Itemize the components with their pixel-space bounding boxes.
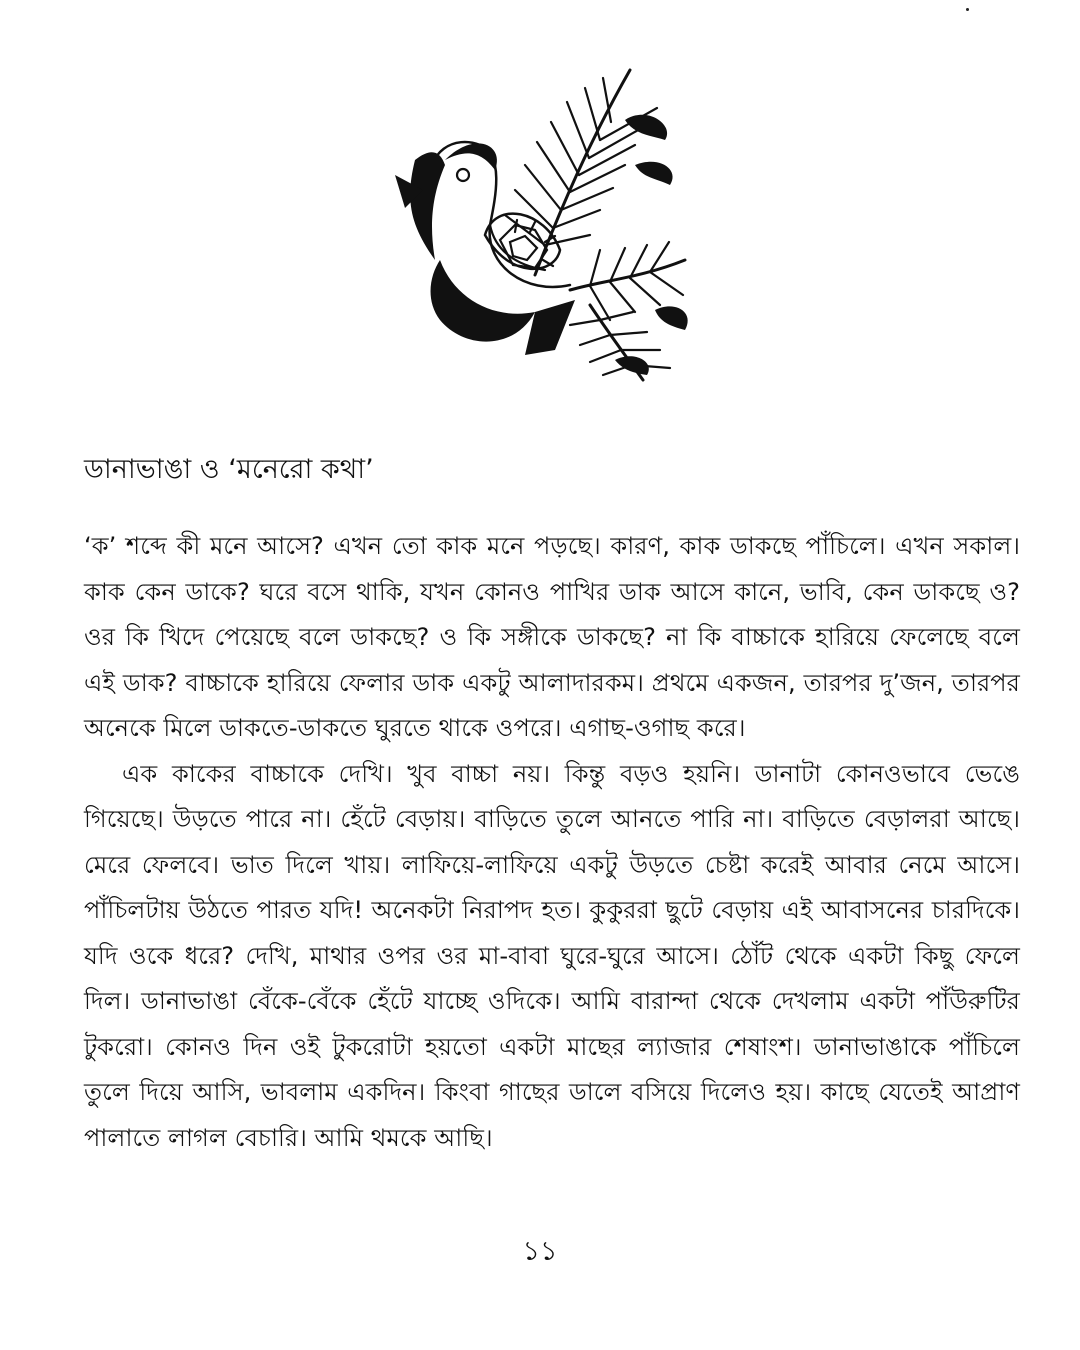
page-number: ১১ bbox=[522, 1236, 558, 1267]
folk-bird-illustration bbox=[385, 50, 710, 385]
paragraph-2: এক কাকের বাচ্চাকে দেখি। খুব বাচ্চা নয়। কিন্তু বড়ও হয়নি। ডানাটা কোনওভাবে ভেঙে গিয়েছে। উড়তে পারে না। হেঁটে বেড়ায়। বাড়িতে তুলে আনতে পারি না। বাড়িতে বেড়ালরা আছে। মেরে ফেলবে। ভাত দিলে খায়। লাফিয়ে-লাফিয়ে একটু উড়তে চেষ্টা করেই আবার নেমে আসে। পাঁচিলটায় উঠতে পারত যদি! অনেকটা নিরাপদ হত। কুকুররা ছুটে বেড়ায় এই আবাসনের চারদিকে। যদি ওকে ধরে? দেখি, মাথার ওপর ওর মা-বাবা ঘুরে-ঘুরে আসে। ঠোঁট থেকে একটা কিছু ফেলে দিল। ডানাভাঙা বেঁকে-বেঁকে হেঁটে যাচ্ছে ওদিকে। আমি বারান্দা থেকে দেখলাম একটা পাঁউরুটির টুকরো। কোনও দিন ওই টুকরোটা হয়তো একটা মাছের ল্যাজার শেষাংশ। ডানাভাঙাকে পাঁচিলে তুলে দিয়ে আসি, ভাবলাম একদিন। কিংবা গাছের ডালে বসিয়ে দিলেও হয়। কাছে যেতেই আপ্রাণ পালাতে লাগল বেচারি। আমি থমকে আছি। bbox=[84, 759, 1020, 1152]
print-speck bbox=[966, 8, 969, 11]
paragraph-1: ‘ক’ শব্দে কী মনে আসে? এখন তো কাক মনে পড়ছে। কারণ, কাক ডাকছে পাঁচিলে। এখন সকাল। কাক কেন ডাকে? ঘরে বসে থাকি, যখন কোনও পাখির ডাক আসে কানে, ভাবি, কেন ডাকছে ও? ওর কি খিদে পেয়েছে বলে ডাকছে? ও কি সঙ্গীকে ডাকছে? না কি বাচ্চাকে হারিয়ে ফেলেছে বলে এই ডাক? বাচ্চাকে হারিয়ে ফেলার ডাক একটু আলাদারকম। প্রথমে একজন, তারপর দু’জন, তারপর অনেকে মিলে ডাকতে-ডাকতে ঘুরতে থাকে ওপরে। এগাছ-ওগাছ করে। bbox=[84, 532, 1020, 742]
chapter-body bbox=[84, 524, 1020, 1161]
chapter-title: ডানাভাঙা ও ‘মনেরো কথা’ bbox=[84, 454, 374, 485]
